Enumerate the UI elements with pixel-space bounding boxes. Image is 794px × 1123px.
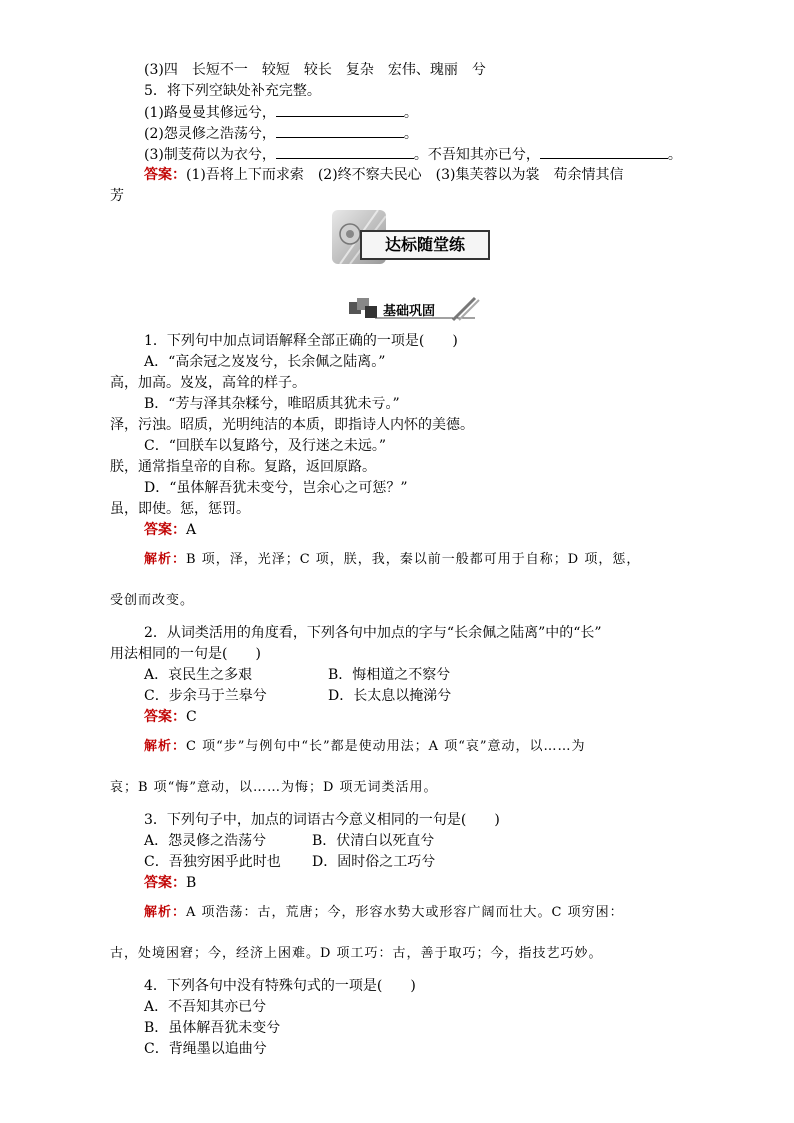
q2-answer	[144, 707, 197, 727]
q1-option-a-exp: 高，加高。岌岌，高耸的样子。	[110, 375, 306, 391]
analysis-label: 解析：	[144, 739, 187, 754]
q2-stem-cont: 用法相同的一句是( )	[110, 646, 261, 662]
q5-item-2	[144, 123, 418, 144]
q2-analysis	[144, 737, 586, 757]
q1-option-b-exp: 泽，污浊。昭质，光明纯洁的本质，即指诗人内怀的美德。	[110, 417, 474, 433]
q4-stem: 4．下列各句中没有特殊句式的一项是( )	[144, 978, 416, 994]
q1-analysis-cont: 受创而改变。	[110, 593, 195, 608]
q1-option-c: C．“回朕车以复路兮，及行迷之未远。”	[144, 438, 387, 454]
q5-item-1-end: 。	[403, 105, 418, 121]
answer-value: C	[186, 709, 197, 725]
q1-option-b: B．“芳与泽其杂糅兮，唯昭质其犹未亏。”	[144, 396, 400, 412]
q5-stem: 5．将下列空缺处补充完整。	[144, 83, 321, 99]
q3-option-a: A．怨灵修之浩荡兮	[144, 833, 267, 849]
q4-option-a: A．不吾知其亦已兮	[144, 999, 267, 1015]
subtitle-block	[345, 296, 480, 322]
q5-item-1-text: (1)路曼曼其修远兮，	[144, 105, 276, 121]
analysis-text: C 项“步”与例句中“长”都是使动用法；A 项“哀”意动，以……为	[186, 739, 586, 754]
q3-answer	[144, 873, 196, 893]
blank-4	[540, 144, 668, 159]
answer-label: 答案：	[144, 709, 186, 725]
q5-answer-cont: 芳	[110, 188, 124, 204]
blank-2	[276, 123, 404, 138]
q3-option-c: C．吾独穷困乎此时也	[144, 854, 281, 870]
subtitle-title: 基础巩固	[383, 304, 436, 319]
q2-option-d: D．长太息以掩涕兮	[328, 688, 452, 704]
q5-item-3	[144, 144, 682, 165]
analysis-text: A 项浩荡：古，荒唐；今，形容水势大或形容广阔而壮大。C 项穷困：	[186, 905, 624, 920]
q3-analysis-cont: 古，处境困窘；今，经济上困难。D 项工巧：古，善于取巧；今，指技艺巧妙。	[110, 946, 603, 961]
answer-label: 答案：	[144, 875, 186, 891]
blank-1	[276, 102, 404, 117]
q4-prev-answer-line: (3)四 长短不一 较短 较长 复杂 宏伟、瑰丽 兮	[144, 62, 486, 78]
q5-item-2-text: (2)怨灵修之浩荡兮，	[144, 126, 276, 142]
analysis-label: 解析：	[144, 552, 187, 567]
q3-option-d: D．固时俗之工巧兮	[312, 854, 436, 870]
q4-option-b: B．虽体解吾犹未变兮	[144, 1020, 281, 1036]
q2-option-a: A．哀民生之多艰	[144, 667, 253, 683]
q1-option-d: D．“虽体解吾犹未变兮，岂余心之可惩？”	[144, 480, 408, 496]
q2-option-b: B．悔相道之不察兮	[328, 667, 451, 683]
analysis-text: B 项，泽，光泽；C 项，朕，我，秦以前一般都可用于自称；D 项，惩，	[186, 552, 641, 567]
q5-item-3-end: 。	[667, 147, 682, 163]
q1-answer	[144, 520, 196, 540]
answer-value: B	[186, 875, 197, 891]
q3-analysis	[144, 903, 624, 923]
q2-stem: 2．从词类活用的角度看，下列各句中加点的字与“长余佩之陆离”中的“长”	[144, 625, 602, 641]
q1-stem: 1．下列句中加点词语解释全部正确的一项是( )	[144, 333, 458, 349]
q5-item-2-end: 。	[403, 126, 418, 142]
q5-item-3-mid: 。不吾知其亦已兮，	[413, 147, 540, 163]
q2-option-c: C．步余马于兰皋兮	[144, 688, 267, 704]
q3-option-b: B．伏清白以死直兮	[312, 833, 435, 849]
q5-answer	[144, 165, 624, 185]
blank-3	[276, 144, 414, 159]
q3-stem: 3．下列句子中，加点的词语古今意义相同的一句是( )	[144, 812, 500, 828]
q5-item-3-text: (3)制芰荷以为衣兮，	[144, 147, 276, 163]
section-banner	[330, 208, 492, 264]
q2-analysis-cont: 哀；B 项“悔”意动，以……为悔；D 项无词类活用。	[110, 780, 438, 795]
q1-option-a: A．“高余冠之岌岌兮，长余佩之陆离。”	[144, 354, 386, 370]
analysis-label: 解析：	[144, 905, 187, 920]
banner-title: 达标随堂练	[360, 230, 490, 260]
q5-item-1	[144, 102, 418, 123]
q1-option-c-exp: 朕，通常指皇帝的自称。复路，返回原路。	[110, 459, 376, 475]
answer-value: A	[186, 522, 197, 538]
answer-text: (1)吾将上下而求索 (2)终不察夫民心 (3)集芙蓉以为裳 苟余情其信	[186, 167, 624, 183]
answer-label: 答案：	[144, 167, 186, 183]
answer-label: 答案：	[144, 522, 186, 538]
q1-analysis	[144, 550, 640, 570]
q4-option-c: C．背绳墨以追曲兮	[144, 1041, 267, 1057]
q1-option-d-exp: 虽，即使。惩，惩罚。	[110, 501, 250, 517]
